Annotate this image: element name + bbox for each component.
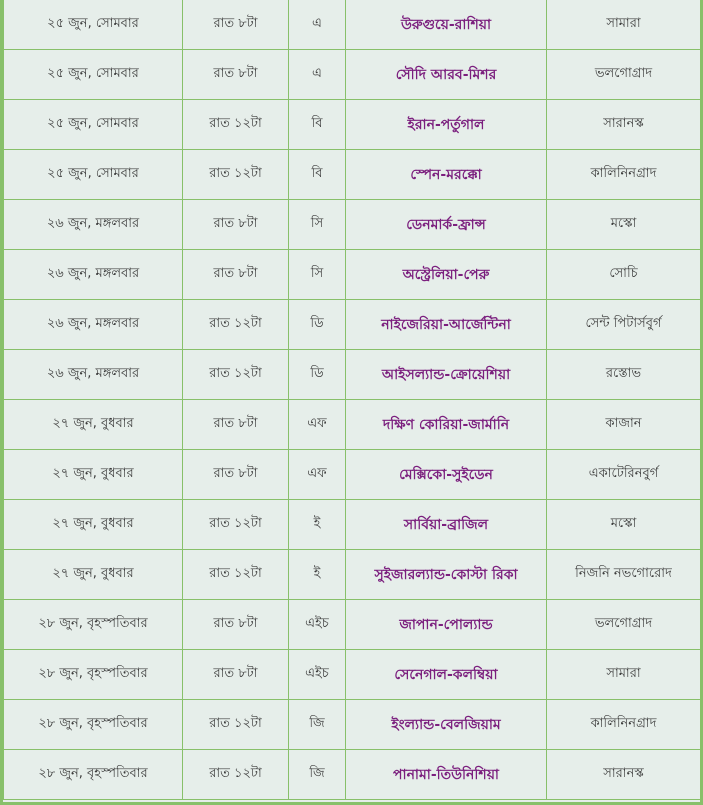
group-cell: ডি <box>289 300 346 350</box>
venue-cell: কাজান <box>547 400 701 450</box>
match-cell: ইরান-পর্তুগাল <box>346 100 547 150</box>
venue-cell: নিজনি নভগোরোদ <box>547 550 701 600</box>
date-cell: ২৮ জুন, বৃহস্পতিবার <box>4 700 183 750</box>
table-row <box>4 250 701 300</box>
date-cell: ২৫ জুন, সোমবার <box>4 0 183 50</box>
group-cell: এ <box>289 0 346 50</box>
time-cell: রাত ৮টা <box>183 50 289 100</box>
group-cell: সি <box>289 200 346 250</box>
match-cell: উরুগুয়ে-রাশিয়া <box>346 0 547 50</box>
match-cell: সার্বিয়া-ব্রাজিল <box>346 500 547 550</box>
time-cell: রাত ৮টা <box>183 0 289 50</box>
date-cell: ২৭ জুন, বুধবার <box>4 550 183 600</box>
date-cell: ২৭ জুন, বুধবার <box>4 450 183 500</box>
venue-cell: সারানস্ক <box>547 750 701 800</box>
date-cell: ২৬ জুন, মঙ্গলবার <box>4 300 183 350</box>
group-cell: এইচ <box>289 600 346 650</box>
time-cell: রাত ৮টা <box>183 600 289 650</box>
time-cell: রাত ১২টা <box>183 150 289 200</box>
group-cell: ই <box>289 500 346 550</box>
time-cell: রাত ১২টা <box>183 350 289 400</box>
venue-cell: সারানস্ক <box>547 100 701 150</box>
venue-cell: একাটেরিনবুর্গ <box>547 450 701 500</box>
venue-cell: সেন্ট পিটার্সবুর্গ <box>547 300 701 350</box>
table-row <box>4 100 701 150</box>
time-cell: রাত ১২টা <box>183 550 289 600</box>
group-cell: এইচ <box>289 650 346 700</box>
table-row <box>4 50 701 100</box>
table-row <box>4 150 701 200</box>
date-cell: ২৫ জুন, সোমবার <box>4 150 183 200</box>
group-cell: বি <box>289 150 346 200</box>
venue-cell: সামারা <box>547 650 701 700</box>
venue-cell: মস্কো <box>547 500 701 550</box>
match-cell: নাইজেরিয়া-আর্জেন্টিনা <box>346 300 547 350</box>
group-cell: সি <box>289 250 346 300</box>
time-cell: রাত ১২টা <box>183 500 289 550</box>
match-cell: ইংল্যান্ড-বেলজিয়াম <box>346 700 547 750</box>
table-row <box>4 700 701 750</box>
table-row <box>4 550 701 600</box>
match-cell: স্পেন-মরক্কো <box>346 150 547 200</box>
table-row <box>4 650 701 700</box>
venue-cell: কালিনিনগ্রাদ <box>547 150 701 200</box>
time-cell: রাত ১২টা <box>183 100 289 150</box>
group-cell: ই <box>289 550 346 600</box>
venue-cell: সোচি <box>547 250 701 300</box>
table-row <box>4 500 701 550</box>
group-cell: জি <box>289 750 346 800</box>
date-cell: ২৮ জুন, বৃহস্পতিবার <box>4 600 183 650</box>
venue-cell: ভলগোগ্রাদ <box>547 50 701 100</box>
table-row <box>4 450 701 500</box>
table-row <box>4 300 701 350</box>
date-cell: ২৮ জুন, বৃহস্পতিবার <box>4 650 183 700</box>
match-cell: সুইজারল্যান্ড-কোস্টা রিকা <box>346 550 547 600</box>
match-cell: সৌদি আরব-মিশর <box>346 50 547 100</box>
match-cell: আইসল্যান্ড-ক্রোয়েশিয়া <box>346 350 547 400</box>
date-cell: ২৮ জুন, বৃহস্পতিবার <box>4 750 183 800</box>
venue-cell: মস্কো <box>547 200 701 250</box>
time-cell: রাত ৮টা <box>183 200 289 250</box>
table-row <box>4 600 701 650</box>
date-cell: ২৭ জুন, বুধবার <box>4 500 183 550</box>
match-cell: ডেনমার্ক-ফ্রান্স <box>346 200 547 250</box>
group-cell: জি <box>289 700 346 750</box>
venue-cell: ভলগোগ্রাদ <box>547 600 701 650</box>
venue-cell: সামারা <box>547 0 701 50</box>
time-cell: রাত ১২টা <box>183 750 289 800</box>
group-cell: ডি <box>289 350 346 400</box>
match-cell: পানামা-তিউনিশিয়া <box>346 750 547 800</box>
match-cell: জাপান-পোল্যান্ড <box>346 600 547 650</box>
table-row <box>4 400 701 450</box>
time-cell: রাত ৮টা <box>183 250 289 300</box>
match-cell: মেক্সিকো-সুইডেন <box>346 450 547 500</box>
group-cell: এ <box>289 50 346 100</box>
group-cell: এফ <box>289 400 346 450</box>
time-cell: রাত ১২টা <box>183 700 289 750</box>
match-cell: দক্ষিণ কোরিয়া-জার্মানি <box>346 400 547 450</box>
date-cell: ২৫ জুন, সোমবার <box>4 100 183 150</box>
date-cell: ২৬ জুন, মঙ্গলবার <box>4 350 183 400</box>
venue-cell: রস্তোভ <box>547 350 701 400</box>
table-row <box>4 0 701 50</box>
match-cell: অস্ট্রেলিয়া-পেরু <box>346 250 547 300</box>
fixture-table-body <box>4 0 701 800</box>
table-row <box>4 350 701 400</box>
date-cell: ২৫ জুন, সোমবার <box>4 50 183 100</box>
group-cell: বি <box>289 100 346 150</box>
time-cell: রাত ৮টা <box>183 400 289 450</box>
date-cell: ২৭ জুন, বুধবার <box>4 400 183 450</box>
time-cell: রাত ১২টা <box>183 300 289 350</box>
match-cell: সেনেগাল-কলম্বিয়া <box>346 650 547 700</box>
date-cell: ২৬ জুন, মঙ্গলবার <box>4 200 183 250</box>
table-row <box>4 750 701 800</box>
time-cell: রাত ৮টা <box>183 450 289 500</box>
table-row <box>4 200 701 250</box>
group-cell: এফ <box>289 450 346 500</box>
venue-cell: কালিনিনগ্রাদ <box>547 700 701 750</box>
time-cell: রাত ৮টা <box>183 650 289 700</box>
fixture-table <box>3 0 701 800</box>
date-cell: ২৬ জুন, মঙ্গলবার <box>4 250 183 300</box>
